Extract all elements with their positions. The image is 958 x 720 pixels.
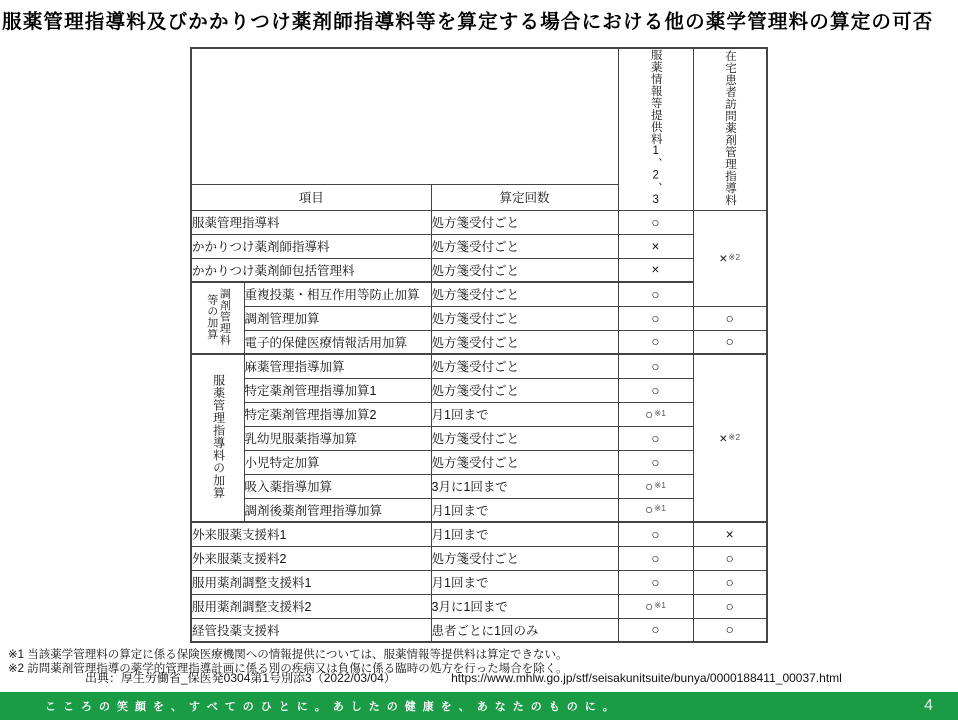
count-rule: 処方箋受付ごと [431,546,618,570]
table-row [191,210,767,234]
footnote-ref: ※1 [654,479,666,490]
table-row [191,450,767,474]
col-header-medication-info-fee [618,48,693,210]
item-name: 重複投薬・相互作用等防止加算 [244,282,431,306]
group-label-cell [191,282,244,354]
info-mark-cell [618,306,693,330]
table-row [191,234,767,258]
item-name: 特定薬剤管理指導加算1 [244,378,431,402]
count-rule: 処方箋受付ごと [431,426,618,450]
table-row [191,306,767,330]
mark: ○ [644,598,654,614]
col-header-item: 項目 [191,184,431,210]
mark: ○ [644,502,654,518]
mark: ○ [644,406,654,422]
mark: ○ [651,454,660,470]
mark: ○ [651,526,660,542]
info-mark-cell [618,378,693,402]
info-mark-cell [618,474,693,498]
count-rule: 処方箋受付ごと [431,330,618,354]
source-url: https://www.mhlw.go.jp/stf/seisakunitsuite/bunya/0000188411_00037.html [451,671,842,685]
visit-mark-cell [693,570,767,594]
table-row [191,522,767,546]
footnote-ref: ※2 [728,251,741,262]
footnote-ref: ※2 [728,431,741,442]
item-name: 服用薬剤調整支援料2 [191,594,431,618]
info-mark-cell [618,570,693,594]
table-row [191,402,767,426]
fee-table-body [191,210,767,642]
visit-mark-cell [693,354,767,522]
mark: ○ [725,598,734,614]
item-name: かかりつけ薬剤師包括管理料 [191,258,431,282]
item-name: かかりつけ薬剤師指導料 [191,234,431,258]
mark: × [651,238,660,254]
count-rule: 処方箋受付ごと [431,258,618,282]
mark: ○ [725,334,734,350]
info-mark-cell [618,594,693,618]
empty-header-cell [191,48,618,184]
table-row [191,570,767,594]
info-mark-cell [618,234,693,258]
item-name: 麻薬管理指導加算 [244,354,431,378]
mark: ○ [651,574,660,590]
item-name: 電子的保健医療情報活用加算 [244,330,431,354]
mark: ○ [725,550,734,566]
mark: × [725,526,734,542]
mark: × [651,262,660,278]
count-rule: 月1回まで [431,570,618,594]
count-rule: 患者ごとに1回のみ [431,618,618,642]
table-row [191,282,767,306]
visit-mark-cell [693,546,767,570]
table-row [191,354,767,378]
count-rule: 処方箋受付ごと [431,450,618,474]
item-name: 吸入薬指導加算 [244,474,431,498]
mark: ○ [651,214,660,230]
mark: ○ [651,358,660,374]
info-mark-cell [618,426,693,450]
count-rule: 処方箋受付ごと [431,306,618,330]
count-rule: 3月に1回まで [431,474,618,498]
visit-mark-cell [693,306,767,330]
source-label: 出典：厚生労働省_保医発0304第1号別添3（2022/03/04） [85,671,396,685]
info-mark-cell [618,450,693,474]
mark: ○ [651,550,660,566]
visit-mark-cell [693,210,767,306]
visit-mark-cell [693,522,767,546]
table-row [191,546,767,570]
info-mark-cell [618,522,693,546]
visit-mark-cell [693,618,767,642]
mark: ○ [651,310,660,326]
group-label: 調剤管理料等の加算 [205,287,231,346]
mark: ○ [651,286,660,302]
table-row [191,498,767,522]
page-title: 服薬管理指導料及びかかりつけ薬剤師指導料等を算定する場合における他の薬学管理料の算定の可否 [2,11,934,33]
source-line [85,669,842,686]
mark: ○ [725,310,734,326]
count-rule: 月1回まで [431,498,618,522]
item-name: 乳幼児服薬指導加算 [244,426,431,450]
item-name: 服用薬剤調整支援料1 [191,570,431,594]
count-rule: 処方箋受付ごと [431,210,618,234]
table-row [191,618,767,642]
table-row [191,474,767,498]
group-label: 服薬管理指導料の加算 [211,374,226,499]
info-mark-cell [618,258,693,282]
mark: ○ [725,574,734,590]
visit-mark-cell [693,330,767,354]
count-rule: 処方箋受付ごと [431,354,618,378]
mark: ○ [651,382,660,398]
count-rule: 処方箋受付ごと [431,234,618,258]
info-mark-cell [618,210,693,234]
col-header-home-visit-fee [693,48,767,210]
info-mark-cell [618,402,693,426]
info-mark-cell [618,546,693,570]
table-row [191,594,767,618]
mark: × [719,250,728,266]
item-name: 小児特定加算 [244,450,431,474]
item-name: 調剤管理加算 [244,306,431,330]
header-row-top [191,48,767,184]
item-name: 経管投薬支援料 [191,618,431,642]
count-rule: 処方箋受付ごと [431,378,618,402]
mark: ○ [651,622,660,638]
col-header-medication-info-fee-label: 服薬情報等提供料1、2、3 [649,49,662,207]
fee-table [190,47,768,643]
item-name: 外来服薬支援料1 [191,522,431,546]
info-mark-cell [618,282,693,306]
footnote-ref: ※1 [654,503,666,514]
table-row [191,378,767,402]
mark: × [719,430,728,446]
item-name: 調剤後薬剤管理指導加算 [244,498,431,522]
footnote-ref: ※1 [654,407,666,418]
info-mark-cell [618,330,693,354]
page-number: 4 [924,697,933,714]
footnote-1: ※1 当該薬学管理料の算定に係る保険医療機関への情報提供については、服薬情報等提供料は算定できない。 [8,649,568,661]
info-mark-cell [618,498,693,522]
table-row [191,330,767,354]
item-name: 服薬管理指導料 [191,210,431,234]
mark: ○ [725,622,734,638]
mark: ○ [644,478,654,494]
count-rule: 月1回まで [431,402,618,426]
visit-mark-cell [693,594,767,618]
item-name: 特定薬剤管理指導加算2 [244,402,431,426]
col-header-home-visit-fee-label: 在宅患者訪問薬剤管理指導料 [723,49,736,206]
count-rule: 3月に1回まで [431,594,618,618]
footer-slogan: こころの笑顔を、すべてのひとに。あしたの健康を、あなたのものに。 [45,701,621,713]
table-row [191,426,767,450]
info-mark-cell [618,354,693,378]
group-label-cell [191,354,244,522]
mark: ○ [651,334,660,350]
mark: ○ [651,430,660,446]
footnote-2: ※2 訪問薬剤管理指導の薬学的管理指導計画に係る別の疾病又は負傷に係る臨時の処方を行った場合を除く。 [8,663,568,675]
info-mark-cell [618,618,693,642]
item-name: 外来服薬支援料2 [191,546,431,570]
footnote-ref: ※1 [654,599,666,610]
footer-bar [0,692,958,720]
count-rule: 月1回まで [431,522,618,546]
col-header-count: 算定回数 [431,184,618,210]
count-rule: 処方箋受付ごと [431,282,618,306]
table-row [191,258,767,282]
